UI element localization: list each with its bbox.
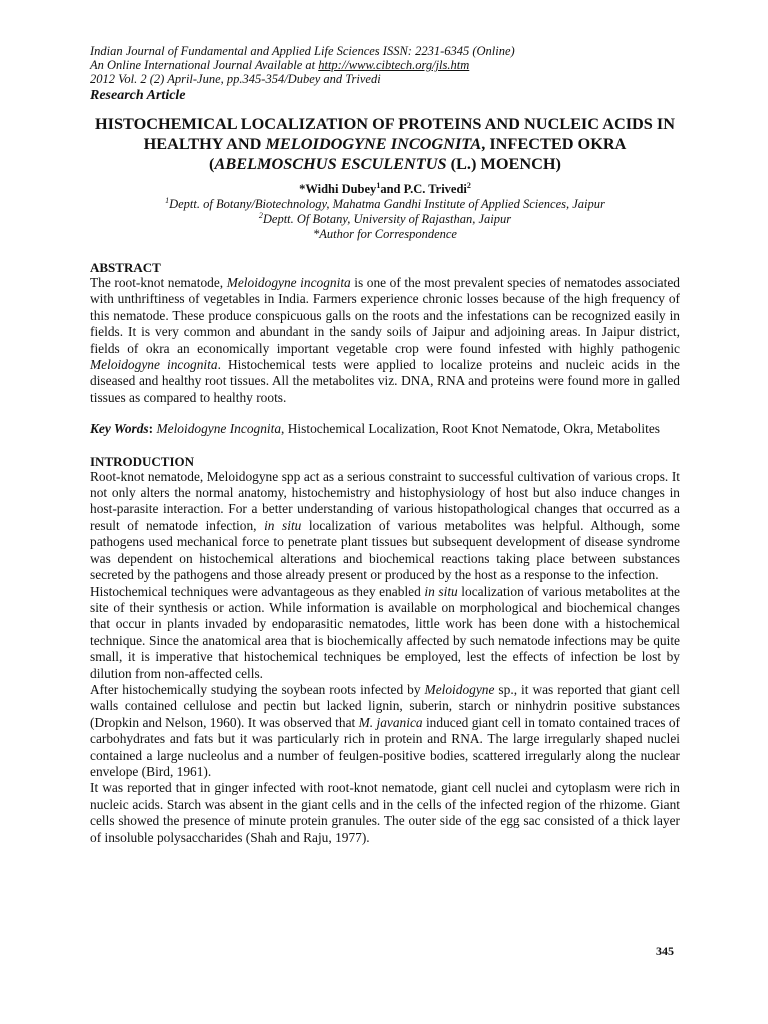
keywords: Key Words: Meloidogyne Incognita, Histochemical Localization, Root Knot Nematode, Okra, Metabolites bbox=[90, 421, 660, 437]
author-list: *Widhi Dubey$^1$and P.C. Trivedi$^2$ bbox=[299, 180, 471, 196]
paper-page bbox=[90, 44, 680, 846]
article-type: Research Article bbox=[90, 88, 186, 103]
correspondence-note: *Author for Correspondence bbox=[313, 227, 457, 241]
journal-url-link[interactable]: http://www.cibtech.org/jls.htm bbox=[318, 58, 470, 72]
intro-paragraph-4: It was reported that in ginger infected with root-knot nematode, giant cell nuclei and cytoplasm were rich in nucleic acids. Starch was absent in the giant cells and in the cells of the infected region of the rhizome. Giant cells showed the presence of minute protein granules. The outer side of the egg sac consisted of a thick layer of insoluble polysaccharides (Shah and Raju, 1977). bbox=[90, 780, 680, 845]
journal-header bbox=[90, 44, 680, 86]
introduction-heading: INTRODUCTION bbox=[90, 453, 195, 469]
page-number: 345 bbox=[656, 944, 674, 958]
intro-paragraph-3: After histochemically studying the soybean roots infected by Meloidogyne sp., it was reported that giant cell walls contained cellulose and pectin but lacked lignin, suberin, starch or ninhydrin positive substances (Dropkin and Nelson, 1960). It was observed that M. javanica induced giant cell in tomato contained traces of carbohydrates and fats but it was particularly rich in protein and RNA. The large irregularly shaped nuclei contained a large nucleolus and a number of feulgen-positive bodies, scattered irregularly along the nuclear envelope (Bird, 1961). bbox=[90, 681, 681, 779]
journal-name: Indian Journal of Fundamental and Applied Life Sciences ISSN: 2231-6345 (Online) bbox=[90, 44, 515, 58]
abstract-heading: ABSTRACT bbox=[90, 260, 161, 275]
intro-paragraph-2: Histochemical techniques were advantageous as they enabled in situ localization of various metabolites at the site of their synthesis or action. While information is available on morphological and biochemical changes that occur in plants invaded by endoparasitic nematodes, little work has been done with a histochemical technique. Since the anatomical area that is biochemically affected by such nematode infections may be quite small, it is imperative that histochemical techniques be employed, lest the effects of infection be lost by dilution from non-affected cells. bbox=[90, 583, 680, 681]
affiliation-2: $^2$Deptt. Of Botany, University of Rajasthan, Jaipur bbox=[258, 210, 512, 226]
journal-volume: 2012 Vol. 2 (2) April-June, pp.345-354/Dubey and Trivedi bbox=[90, 72, 381, 86]
affiliation-1: $^1$Deptt. of Botany/Biotechnology, Mahatma Gandhi Institute of Applied Sciences, Jaipur bbox=[165, 195, 605, 211]
paper-title: HISTOCHEMICAL LOCALIZATION OF PROTEINS AND NUCLEIC ACIDS IN HEALTHY AND MELOIDOGYNE INCOGNITA, INFECTED OKRA (ABELMOSCHUS ESCULENTUS (L.) MOENCH) bbox=[94, 114, 676, 173]
intro-paragraph-1: Root-knot nematode, Meloidogyne spp act as a serious constraint to successful cultivation of various crops. It not only alters the normal anatomy, histochemistry and histophysiology of host but also induce changes in host-parasite interaction. For a better understanding of various histopathological changes that occurred as a result of nematode infection, in situ localization of various metabolites was helpful. Although, some pathogens used mechanical force to penetrate plant tissues but subsequent development of disease syndrome was dependent on histochemical alterations and biochemical reactions taking place between substances secreted by the pathogens and those already present or produced by the host as a response to the infection. bbox=[90, 468, 681, 583]
journal-availability: An Online International Journal Available at http://www.cibtech.org/jls.htm bbox=[90, 58, 470, 72]
abstract-text: The root-knot nematode, Meloidogyne incognita is one of the most prevalent species of nematodes associated with unthriftiness of vegetables in India. Farmers experience chronic losses because of the high frequency of this nematode. These produce conspicuous galls on the roots and the infestations can be recognized easily in fields. It is very common and abundant in the sandy soils of Jaipur and adjoining areas. In Jaipur district, fields of okra an economically important vegetable crop were found infested with highly pathogenic Meloidogyne incognita. Histochemical tests were applied to localize proteins and nucleic acids in the diseased and healthy root tissues. All the metabolites viz. DNA, RNA and proteins were found more in galled tissues as compared to healthy roots. bbox=[90, 275, 680, 405]
